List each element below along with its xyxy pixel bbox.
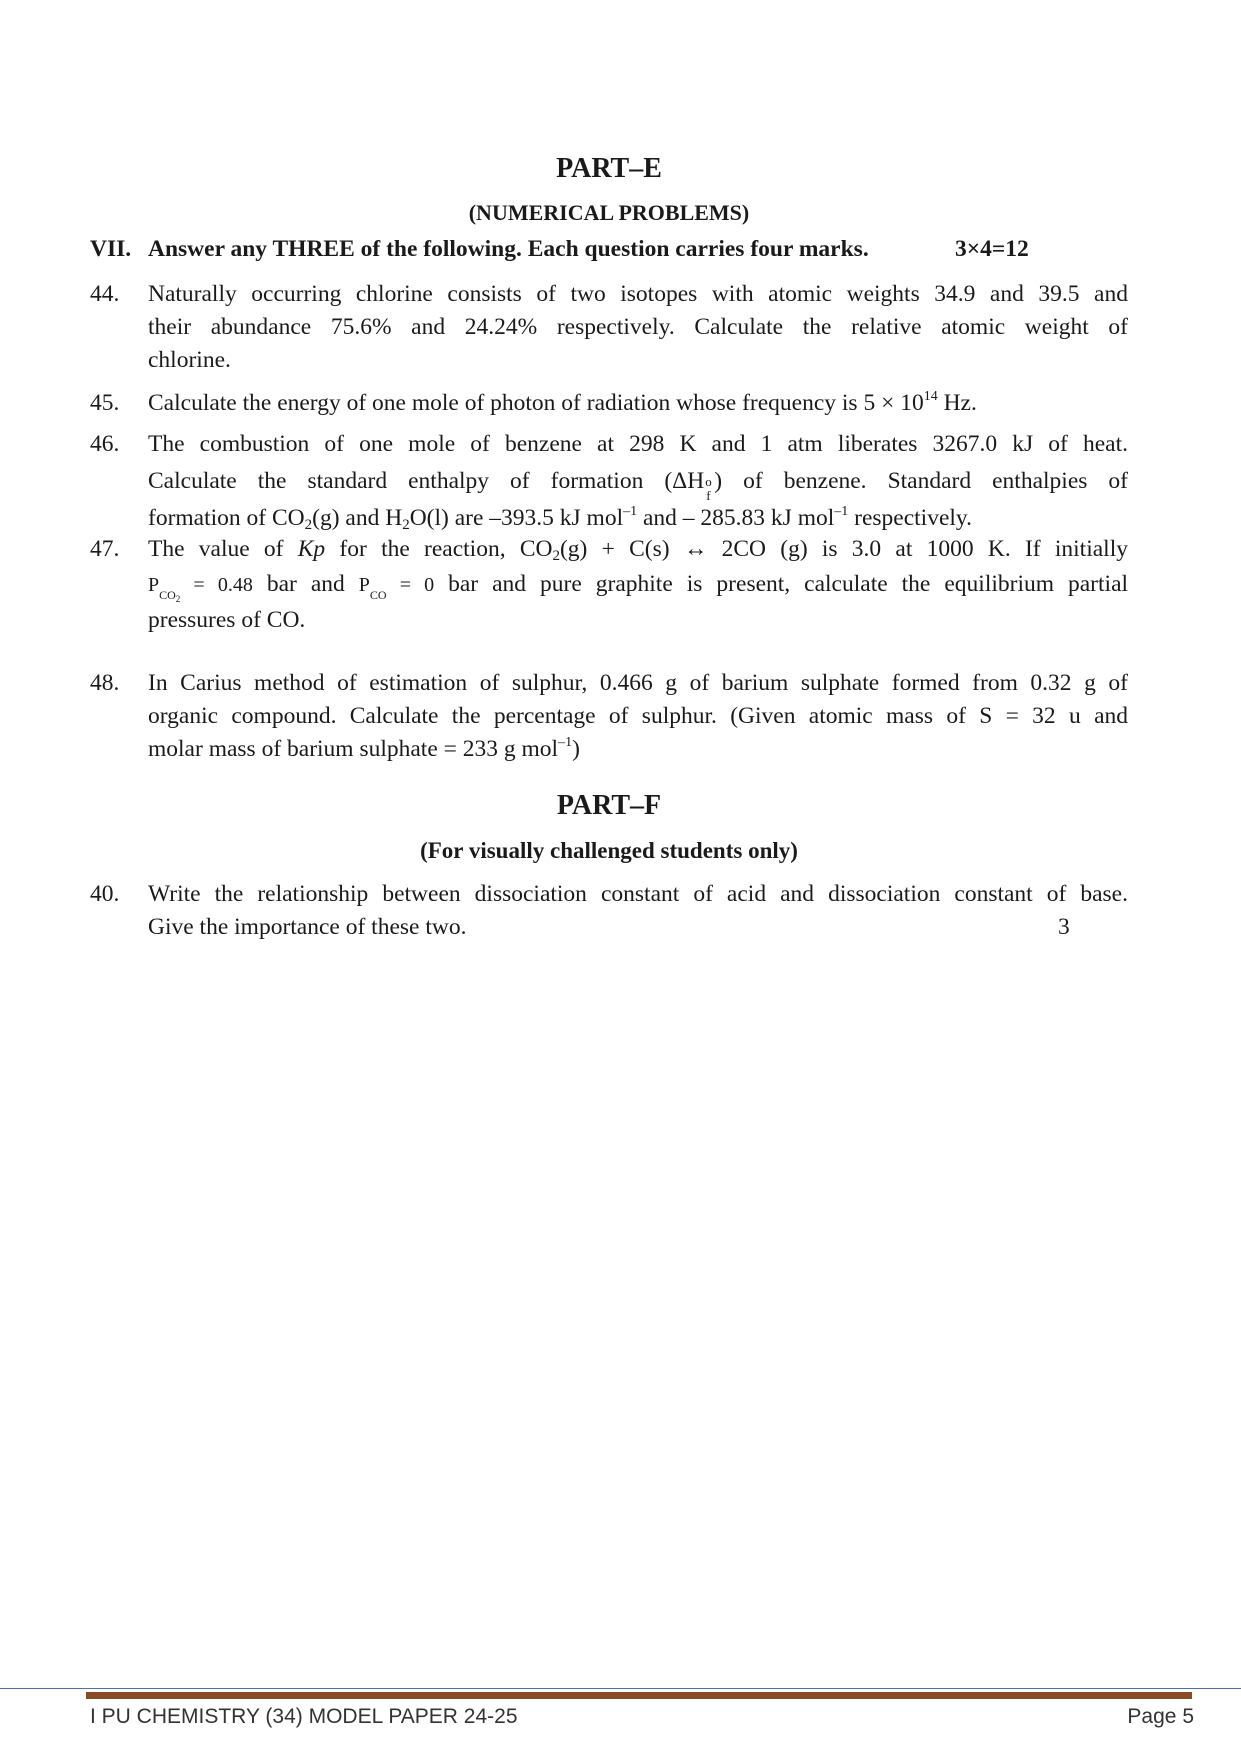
question-line [148,533,1128,566]
question-text-part: Hz. [943,390,977,416]
page-number: 5 [1182,1705,1194,1728]
question-line [148,502,1128,535]
subscript: 2 [175,594,181,604]
footer-title: I PU CHEMISTRY (34) MODEL PAPER 24-25 [90,1705,518,1728]
question-line: their abundance 75.6% and 24.24% respectively. Calculate the relative atomic weight of [148,314,1128,340]
subscript: CO [159,588,176,602]
page-label: Page [1127,1705,1177,1728]
subscript: 2 [304,517,313,533]
question-47 [90,533,1130,637]
pressure-value: = 0.48 [193,574,253,596]
question-text-part: Give the importance of these two. [148,914,467,940]
pressure-symbol: P [148,574,160,596]
delta-h: ΔH [672,468,705,494]
question-46 [90,428,1130,535]
question-text-part: respectively. [854,505,973,531]
kp-symbol: Kp [297,536,326,562]
formation-subscript: f [706,487,711,503]
standard-mark: o [705,473,712,489]
question-marks: 3 [1058,914,1070,940]
question-text-part: for the reaction, CO [325,536,553,562]
question-text [148,667,1128,766]
pressure-symbol: P [358,574,370,596]
question-text-part: ) [572,736,580,762]
part-f-title: PART–F [556,790,662,821]
question-line: Naturally occurring chlorine consists of two isotopes with atomic weights 34.9 and 39.5 and [148,281,1128,307]
question-line [148,568,1128,602]
question-line: In Carius method of estimation of sulphur, 0.466 g of barium sulphate formed from 0.32 g of [148,670,1128,696]
question-text-part: bar and [266,571,345,597]
question-text [148,428,1128,535]
question-number: 40. [90,881,120,907]
question-text-part: ) of benzene. Standard enthalpies of [714,468,1128,494]
question-line: organic compound. Calculate the percentage of sulphur. (Given atomic mass of S = 32 u and [148,703,1128,729]
question-number: 46. [90,431,120,457]
question-text-part: and – 285.83 kJ mol [643,505,835,531]
section-vii-instructions [90,236,1075,263]
section-text: Answer any THREE of the following. Each question carries four marks. [148,236,869,262]
question-line: pressures of CO. [148,607,306,633]
part-e-title: PART–E [556,153,662,184]
superscript: –1 [558,735,573,750]
exponent: 14 [923,389,938,404]
question-text-part: bar and pure graphite is present, calculate the equilibrium partial [448,571,1129,597]
pressure-value: = 0 [399,574,435,596]
question-text-part: Calculate the standard enthalpy of formation ( [148,468,673,494]
question-45 [90,387,1130,420]
question-line: chlorine. [148,347,231,373]
subscript: 2 [402,517,410,533]
question-line [148,465,1128,503]
footer-rule-thin [0,1688,1241,1689]
footer-rule-thick [86,1692,1192,1699]
subscript: 2 [552,548,560,564]
question-text-part: molar mass of barium sulphate = 233 g mol [148,736,559,762]
subscript: CO [369,588,387,602]
question-number: 48. [90,670,120,696]
question-48 [90,667,1130,766]
question-text-part: Calculate the energy of one mole of photon of radiation whose frequency is 5 × 10 [148,390,924,416]
part-e-subtitle: (NUMERICAL PROBLEMS) [468,200,750,225]
question-text [148,533,1128,637]
question-40 [90,878,1130,944]
pressure-co2 [148,574,253,604]
question-text [148,878,1128,944]
question-line: The combustion of one mole of benzene at 298 K and 1 atm liberates 3267.0 kJ of heat. [148,431,1128,457]
question-number: 45. [90,390,120,416]
superscript: –1 [834,504,849,519]
question-text-part: (g) + C(s) ↔ 2CO (g) is 3.0 at 1000 K. If initially [559,536,1128,562]
question-text [148,278,1128,377]
question-line: Write the relationship between dissociation constant of acid and dissociation constant of base. [148,881,1128,907]
question-number: 47. [90,536,120,562]
question-text-part: (g) and H [312,505,403,531]
question-number: 44. [90,281,120,307]
section-marks: 3×4=12 [955,236,1029,262]
footer-page-number [1127,1705,1194,1729]
question-line [148,733,1128,766]
enthalpy-symbol [672,465,714,503]
question-text-part: The value of [148,536,298,562]
question-text-part: formation of CO [148,505,305,531]
question-44 [90,278,1130,377]
section-number: VII. [90,236,132,262]
question-text-part: O(l) are –393.5 kJ mol [409,505,624,531]
superscript: –1 [623,504,638,519]
part-f-subtitle: (For visually challenged students only) [420,838,798,863]
pressure-co [358,574,435,602]
question-text [148,387,1128,420]
question-line [148,911,1128,944]
